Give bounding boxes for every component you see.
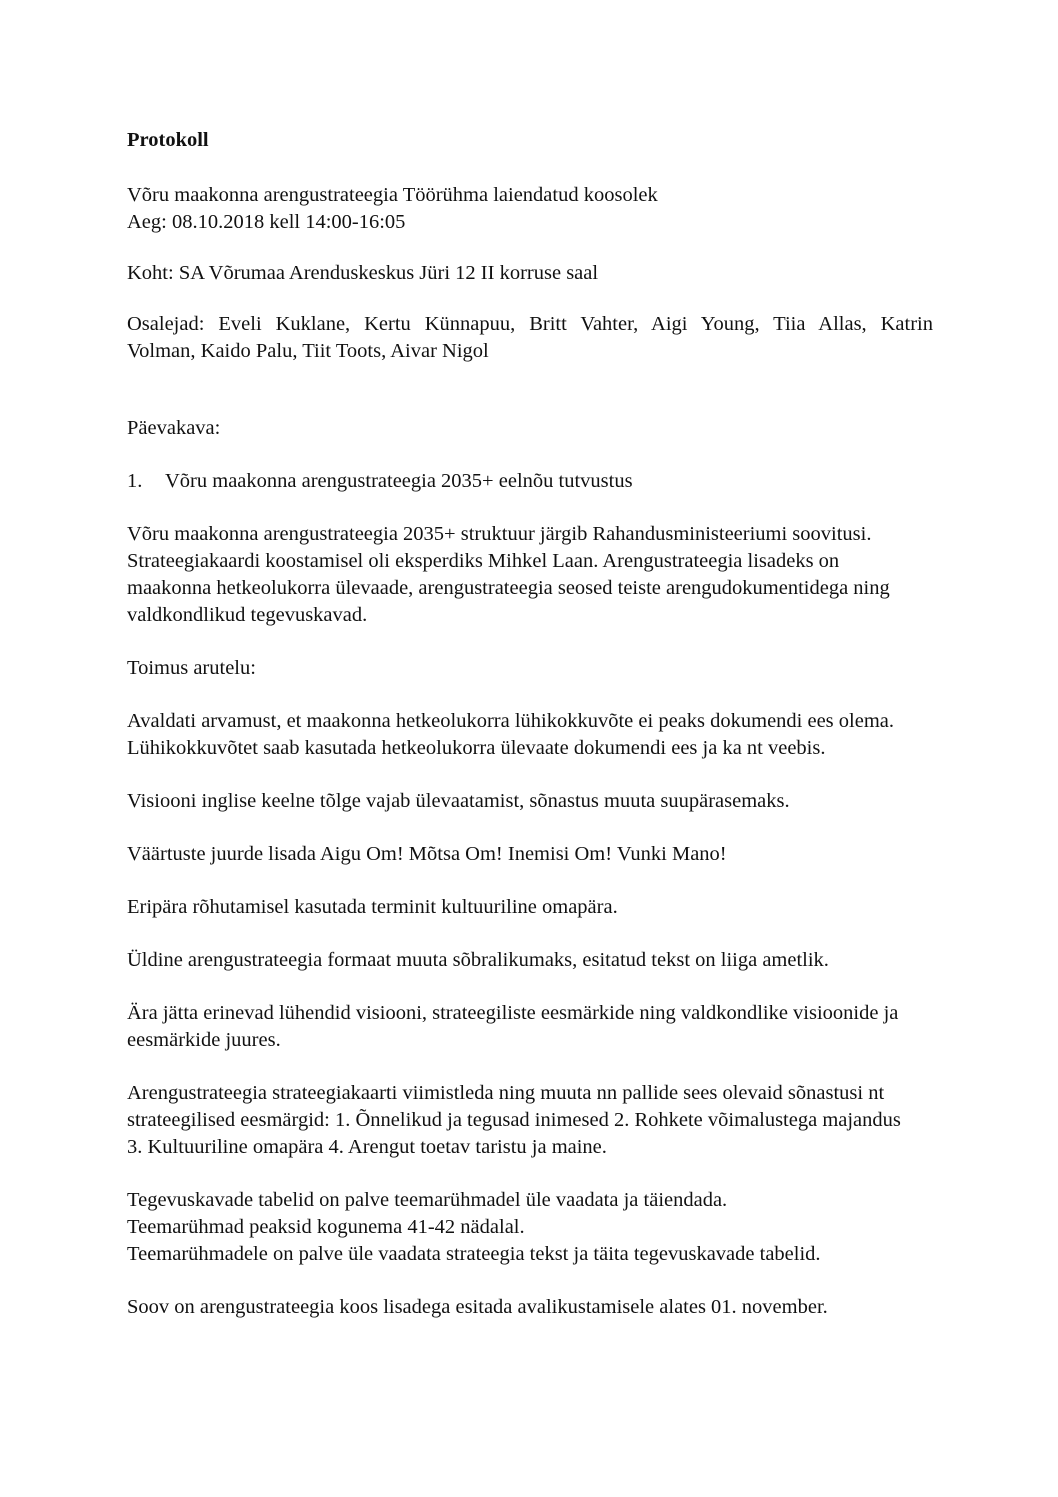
paragraph-line: eesmärkide juures. — [127, 1029, 281, 1051]
meeting-time: Aeg: 08.10.2018 kell 14:00-16:05 — [127, 211, 406, 233]
paragraph-line: maakonna hetkeolukorra ülevaade, arengustrateegia seosed teiste arengudokumentidega ning — [127, 577, 890, 599]
paragraph-discussion-label — [127, 655, 933, 682]
paragraph-line: strateegilised eesmärgid: 1. Õnnelikud ja tegusad inimesed 2. Rohkete võimalustega majandus — [127, 1109, 901, 1131]
paragraph-line: Väärtuste juurde lisada Aigu Om! Mõtsa Om! Inemisi Om! Vunki Mano! — [127, 843, 727, 865]
paragraph-line: Tegevuskavade tabelid on palve teemarühmadel üle vaadata ja täiendada. — [127, 1189, 728, 1211]
paragraph-summary-opinion — [127, 708, 933, 762]
paragraph-line: Avaldati arvamust, et maakonna hetkeolukorra lühikokkuvõte ei peaks dokumendi ees olema. — [127, 710, 894, 732]
participants-block — [127, 311, 933, 365]
participants-line-1: Osalejad: Eveli Kuklane, Kertu Künnapuu, Britt Vahter, Aigi Young, Tiia Allas, Katrin — [127, 313, 933, 335]
paragraph-cultural-term — [127, 894, 933, 921]
paragraph-line: 3. Kultuuriline omapära 4. Arengut toetav taristu ja maine. — [127, 1136, 607, 1158]
paragraph-line: Ära jätta erinevad lühendid visiooni, strateegiliste eesmärkide ning valdkondlike visioonide ja — [127, 1002, 899, 1024]
paragraph-line: Teemarühmad peaksid kogunema 41-42 nädalal. — [127, 1216, 525, 1238]
meeting-title: Võru maakonna arengustrateegia Töörühma laiendatud koosolek — [127, 184, 658, 206]
paragraph-format — [127, 947, 933, 974]
paragraph-line: Soov on arengustrateegia koos lisadega esitada avalikustamisele alates 01. november. — [127, 1296, 828, 1318]
paragraph-structure — [127, 521, 933, 629]
document-content — [127, 127, 933, 1321]
paragraph-values — [127, 841, 933, 868]
paragraph-line: Toimus arutelu: — [127, 657, 256, 679]
meeting-place: Koht: SA Võrumaa Arenduskeskus Jüri 12 II korruse saal — [127, 262, 599, 284]
paragraph-strategy-map — [127, 1080, 933, 1161]
paragraph-line: Teemarühmadele on palve üle vaadata strateegia tekst ja täita tegevuskavade tabelid. — [127, 1243, 821, 1265]
document-title: Protokoll — [127, 129, 209, 151]
paragraph-line: Arengustrateegia strateegiakaarti viimistleda ning muuta nn pallide sees olevaid sõnastusi nt — [127, 1082, 885, 1104]
paragraph-line: Strateegiakaardi koostamisel oli eksperdiks Mihkel Laan. Arengustrateegia lisadeks on — [127, 550, 840, 572]
paragraph-vision-translation — [127, 788, 933, 815]
agenda-item-text: Võru maakonna arengustrateegia 2035+ eelnõu tutvustus — [165, 470, 633, 492]
agenda-item — [127, 468, 933, 495]
paragraph-line: Eripära rõhutamisel kasutada terminit kultuuriline omapära. — [127, 896, 618, 918]
paragraph-publication — [127, 1294, 933, 1321]
paragraph-line: Võru maakonna arengustrateegia 2035+ struktuur järgib Rahandusministeeriumi soovitusi. — [127, 523, 872, 545]
paragraph-line: valdkondlikud tegevuskavad. — [127, 604, 368, 626]
paragraph-abbreviations — [127, 1000, 933, 1054]
paragraph-action-plans — [127, 1187, 933, 1268]
participants-line-2: Volman, Kaido Palu, Tiit Toots, Aivar Nigol — [127, 340, 489, 362]
agenda-heading: Päevakava: — [127, 417, 221, 439]
paragraph-line: Lühikokkuvõtet saab kasutada hetkeolukorra ülevaate dokumendi ees ja ka nt veebis. — [127, 737, 826, 759]
agenda-item-number: 1. — [127, 470, 143, 492]
paragraph-line: Visiooni inglise keelne tõlge vajab ülevaatamist, sõnastus muuta suupärasemaks. — [127, 790, 790, 812]
agenda-list — [127, 468, 933, 495]
paragraph-line: Üldine arengustrateegia formaat muuta sõbralikumaks, esitatud tekst on liiga ametlik. — [127, 949, 829, 971]
